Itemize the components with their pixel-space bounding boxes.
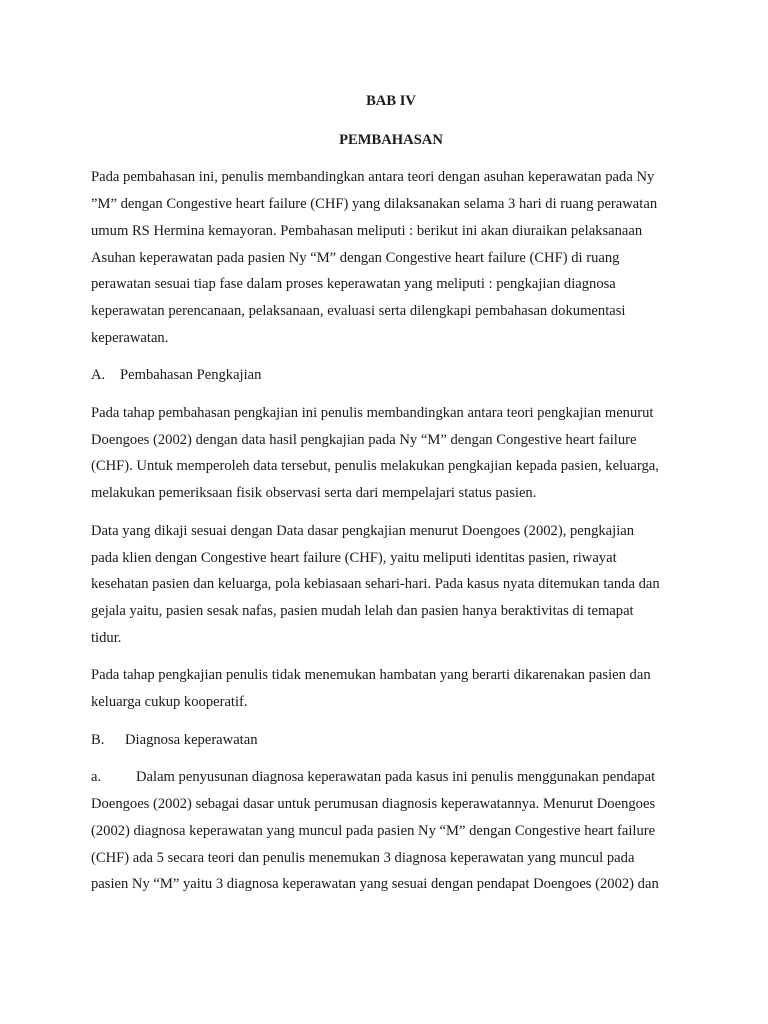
section-a-paragraph-3 (91, 662, 691, 715)
text-line: tidur. (91, 629, 122, 646)
text-line: Data yang dikaji sesuai dengan Data dasar pengkajian menurut Doengoes (2002), pengkajian (91, 522, 635, 539)
text-line: umum RS Hermina kemayoran. Pembahasan meliputi : berikut ini akan diuraikan pelaksanaan (91, 222, 643, 239)
text-line: ”M” dengan Congestive heart failure (CHF) yang dilaksanakan selama 3 hari di ruang perawatan (91, 196, 658, 213)
text-line: Pada tahap pembahasan pengkajian ini penulis membandingkan antara teori pengkajian menurut (91, 405, 654, 422)
section-b-heading (91, 727, 691, 754)
section-b-item-a (91, 764, 691, 898)
chapter-title: PEMBAHASAN (339, 131, 443, 148)
text-line: Doengoes (2002) sebagai dasar untuk perumusan diagnosis keperawatannya. Menurut Doengoes (91, 796, 656, 813)
text-line: gejala yaitu, pasien sesak nafas, pasien mudah lelah dan pasien hanya beraktivitas di temapat (91, 602, 634, 619)
text-line: keluarga cukup kooperatif. (91, 694, 248, 711)
section-title: Diagnosa keperawatan (125, 731, 258, 748)
text-line: pasien Ny “M” yaitu 3 diagnosa keperawatan yang sesuai dengan pendapat Doengoes (2002) dan (91, 876, 659, 893)
item-marker: a. (91, 769, 102, 786)
text-line: (CHF). Untuk memperoleh data tersebut, penulis melakukan pengkajian kepada pasien, keluarga, (91, 458, 659, 475)
section-a-paragraph-2 (91, 518, 691, 652)
text-line: perawatan sesuai tiap fase dalam proses keperawatan yang meliputi : pengkajian diagnosa (91, 276, 616, 293)
page-content (91, 88, 691, 909)
text-line: pada klien dengan Congestive heart failure (CHF), yaitu meliputi identitas pasien, riwayat (91, 549, 617, 566)
section-a-paragraph-1 (91, 400, 691, 507)
text-line: (CHF) ada 5 secara teori dan penulis menemukan 3 diagnosa keperawatan yang muncul pada (91, 849, 635, 866)
section-letter: A. (91, 367, 106, 384)
section-a-heading (91, 362, 691, 389)
section-letter: B. (91, 731, 105, 748)
text-line: melakukan pemeriksaan fisik observasi serta dari mempelajari status pasien. (91, 485, 537, 502)
intro-paragraph (91, 164, 691, 351)
text-line (91, 764, 691, 791)
text-line: keperawatan perencanaan, pelaksanaan, evaluasi serta dilengkapi pembahasan dokumentasi (91, 302, 626, 319)
text-line: keperawatan. (91, 329, 169, 346)
item-first-line: Dalam penyusunan diagnosa keperawatan pada kasus ini penulis menggunakan pendapat (136, 769, 656, 786)
chapter-heading: BAB IV (366, 93, 416, 109)
text-line: Pada tahap pengkajian penulis tidak menemukan hambatan yang berarti dikarenakan pasien dan (91, 667, 651, 684)
text-line: Asuhan keperawatan pada pasien Ny “M” dengan Congestive heart failure (CHF) di ruang (91, 249, 620, 266)
section-title: Pembahasan Pengkajian (120, 367, 262, 384)
text-line: Doengoes (2002) dengan data hasil pengkajian pada Ny “M” dengan Congestive heart failure (91, 431, 637, 448)
text-line: (2002) diagnosa keperawatan yang muncul pada pasien Ny “M” dengan Congestive heart failure (91, 822, 656, 839)
text-line: kesehatan pasien dan keluarga, pola kebiasaan sehari-hari. Pada kasus nyata ditemukan tanda dan (91, 576, 660, 593)
text-line: Pada pembahasan ini, penulis membandingkan antara teori dengan asuhan keperawatan pada Ny (91, 169, 655, 186)
